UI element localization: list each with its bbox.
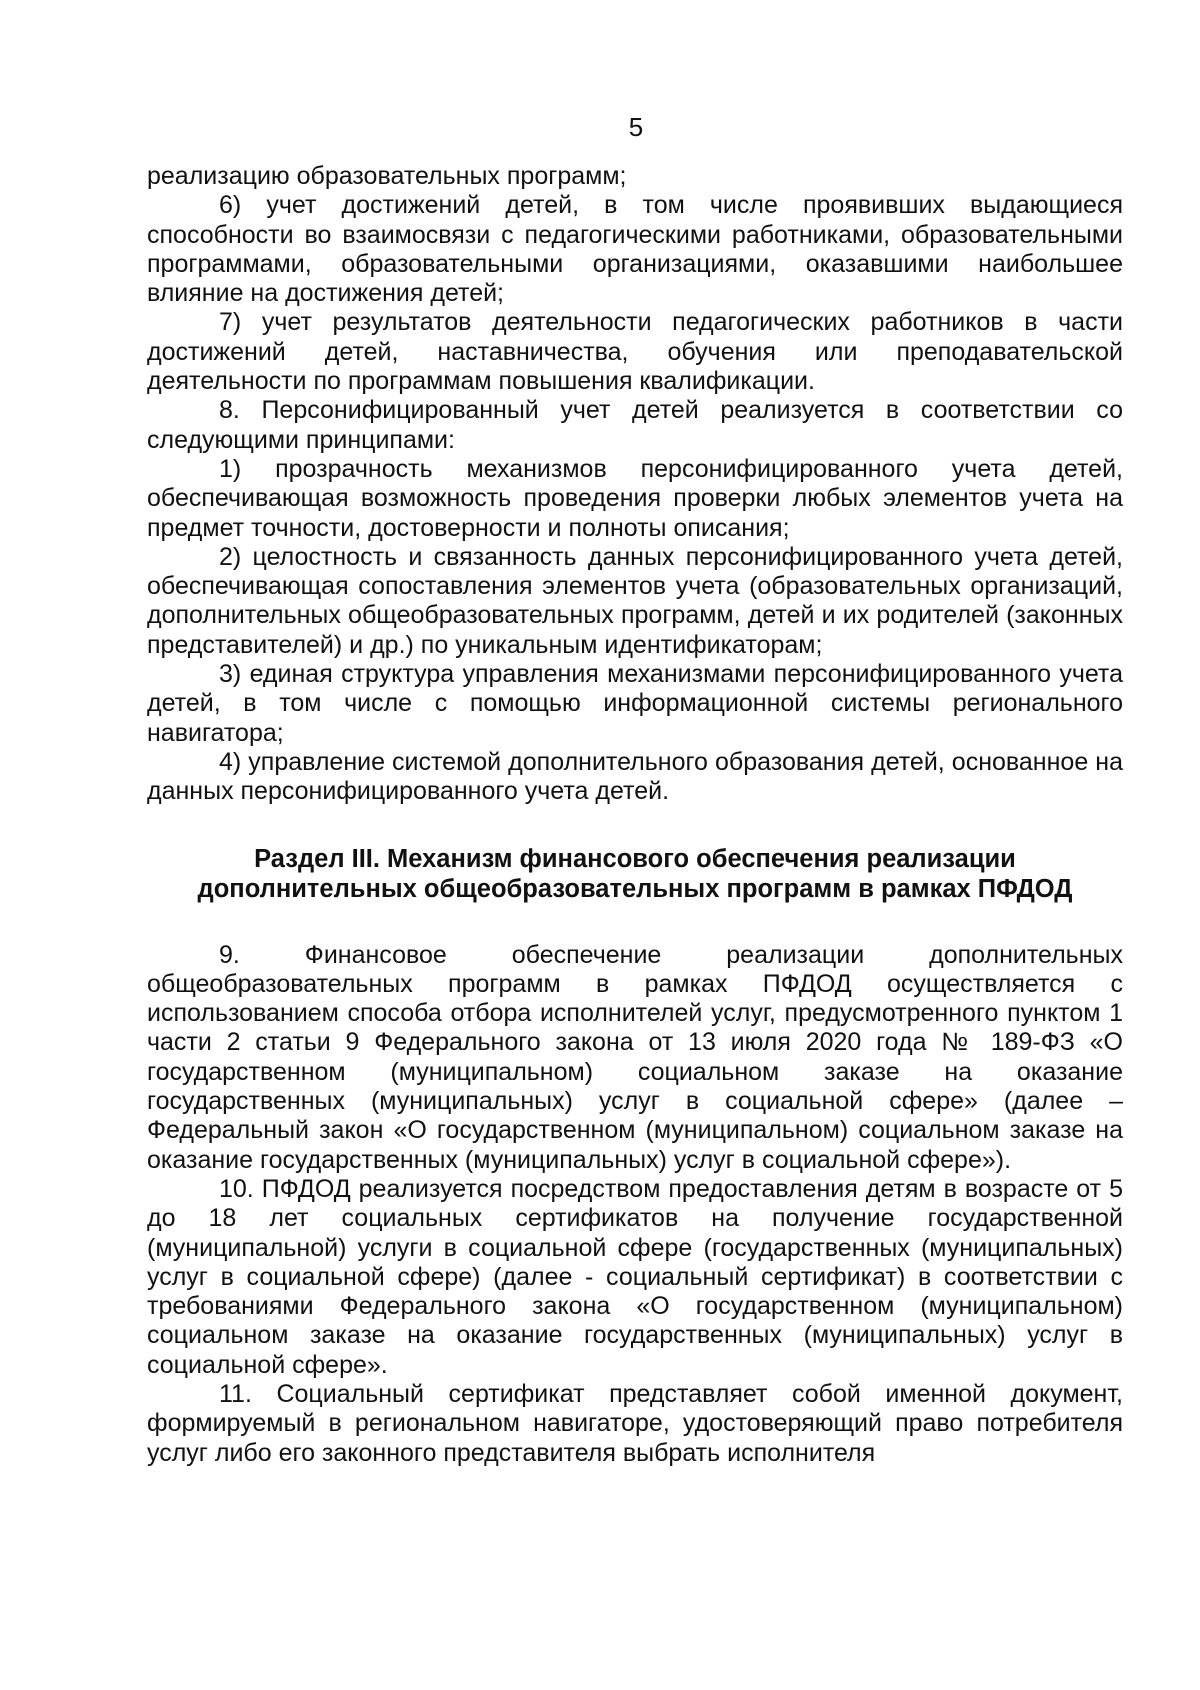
clause-10: 10. ПФДОД реализуется посредством предоставления детям в возрасте от 5 до 18 лет социальных сертификатов на получение государственной (муниципальной) услуги в социальной сфере (государственных (муниципальных) услуг в социальной сфере) (далее - социальный сертификат) в соответствии с требованиями Федерального закона «О государственном (муниципальном) социальном заказе на оказание государственных (муниципальных) услуг в социальной сфере». bbox=[147, 1174, 1123, 1379]
section-heading-line-2: дополнительных общеобразовательных программ в рамках ПФДОД bbox=[197, 874, 1073, 903]
principle-4: 4) управление системой дополнительного образования детей, основанное на данных персонифицированного учета детей. bbox=[147, 747, 1123, 806]
list-item-6: 6) учет достижений детей, в том числе проявивших выдающиеся способности во взаимосвязи с педагогическими работниками, образовательными программами, образовательными организациями, оказавшими наибольшее влияние на достижения детей; bbox=[147, 191, 1123, 308]
clause-8: 8. Персонифицированный учет детей реализуется в соответствии со следующими принципами: bbox=[147, 396, 1123, 454]
clause-9: 9. Финансовое обеспечение реализации дополнительных общеобразовательных программ в рамках ПФДОД осуществляется с использованием способа отбора исполнителей услуг, предусмотренного пунктом 1 части 2 статьи 9 Федерального закона от 13 июля 2020 года № 189-ФЗ «О государственном (муниципальном) социальном заказе на оказание государственных (муниципальных) услуг в социальной сфере» (далее – Федеральный закон «О государственном (муниципальном) социальном заказе на оказание государственных (муниципальных) услуг в социальной сфере»). bbox=[147, 940, 1123, 1174]
clause-11: 11. Социальный сертификат представляет собой именной документ, формируемый в региональном навигаторе, удостоверяющий право потребителя услуг либо его законного представителя выбрать исполнителя bbox=[147, 1379, 1123, 1467]
list-item-7: 7) учет результатов деятельности педагогических работников в части достижений детей, наставничества, обучения или преподавательской деятельности по программам повышения квалификации. bbox=[147, 308, 1123, 396]
principle-3: 3) единая структура управления механизмами персонифицированного учета детей, в том числе с помощью информационной системы регионального навигатора; bbox=[147, 660, 1123, 747]
page-number: 5 bbox=[628, 112, 644, 142]
principle-2: 2) целостность и связанность данных персонифицированного учета детей, обеспечивающая сопоставления элементов учета (образовательных организаций, дополнительных общеобразовательных программ, детей и их родителей (законных представителей) и др.) по уникальным идентификаторам; bbox=[147, 542, 1123, 659]
section-heading-line-1: Раздел III. Механизм финансового обеспечения реализации bbox=[254, 844, 1016, 873]
section-heading bbox=[147, 844, 1123, 904]
document-body bbox=[147, 162, 1123, 1468]
paragraph-continuation: реализацию образовательных программ; bbox=[147, 162, 627, 190]
principle-1: 1) прозрачность механизмов персонифицированного учета детей, обеспечивающая возможность проведения проверки любых элементов учета на предмет точности, достоверности и полноты описания; bbox=[147, 454, 1123, 542]
